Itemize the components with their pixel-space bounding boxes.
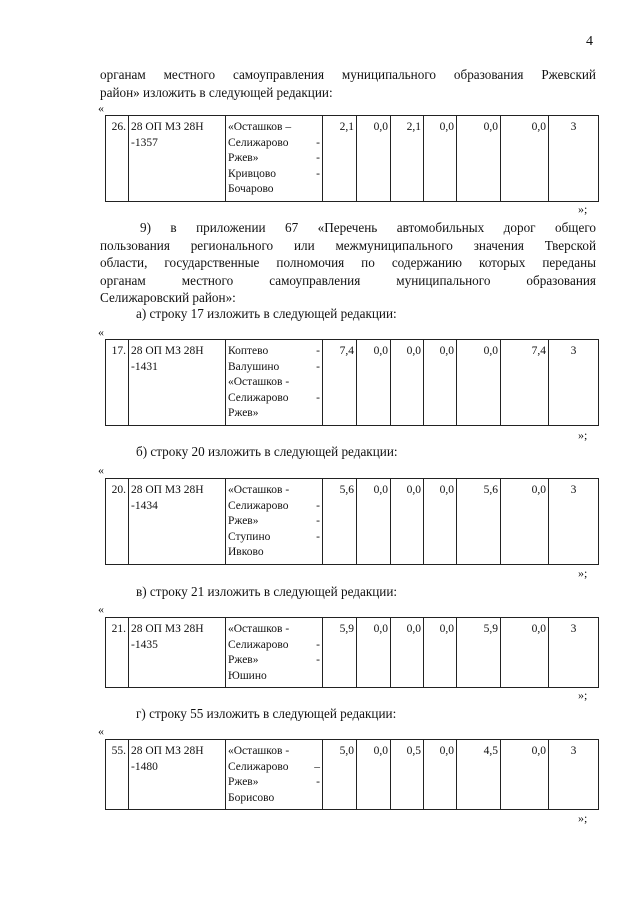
road-name-text: Борисово <box>228 791 275 804</box>
length-value: 0,0 <box>501 740 549 810</box>
road-name <box>226 618 323 688</box>
road-name-text: Ржев» <box>228 515 259 527</box>
length-value: 0,0 <box>457 116 501 202</box>
length-value: 0,0 <box>357 116 391 202</box>
length-value: 5,9 <box>457 618 501 688</box>
road-code <box>129 740 226 810</box>
subitem-a: а) строку 17 изложить в следующей редакции: <box>136 306 397 321</box>
category-value: 3 <box>549 116 599 202</box>
length-value: 0,0 <box>391 618 424 688</box>
road-name-line <box>228 483 320 499</box>
table-row <box>106 618 599 688</box>
quote-open: « <box>98 101 104 115</box>
road-name-dash: - <box>316 391 320 404</box>
road-code <box>129 618 226 688</box>
length-value: 0,0 <box>391 340 424 426</box>
length-value: 0,0 <box>501 618 549 688</box>
road-code-line: -1434 <box>131 499 158 512</box>
length-value: 0,0 <box>424 740 457 810</box>
road-table <box>105 115 599 202</box>
table-row <box>106 740 599 810</box>
road-code-line: -1435 <box>131 638 158 651</box>
table-row <box>106 116 599 202</box>
road-name-text: Ржев» <box>228 152 259 164</box>
quote-close: »; <box>578 566 588 580</box>
road-code-line: -1480 <box>131 760 158 773</box>
road-name-text: «Осташков - <box>228 484 290 496</box>
road-table <box>105 739 599 810</box>
length-value: 0,0 <box>501 116 549 202</box>
road-name-line <box>228 151 320 167</box>
road-name-line <box>228 406 320 422</box>
road-name <box>226 340 323 426</box>
road-name-text: Селижарово <box>228 760 289 773</box>
road-table <box>105 478 599 565</box>
road-name-line <box>228 653 320 669</box>
item-9-line: органам местного самоуправления муниципального образования <box>100 272 596 288</box>
road-code-line: 28 ОП МЗ 28Н <box>131 121 204 133</box>
item-9-line: области, государственные полномочия по содержанию которых переданы <box>100 255 596 270</box>
road-name-text: «Осташков - <box>228 623 290 635</box>
road-table <box>105 617 599 688</box>
length-value: 5,6 <box>457 479 501 565</box>
road-name-dash: - <box>316 654 320 666</box>
intro-paragraph <box>100 66 596 101</box>
road-name-line <box>228 514 320 530</box>
road-name-line <box>228 391 320 407</box>
road-name <box>226 740 323 810</box>
category-value: 3 <box>549 618 599 688</box>
quote-close: »; <box>578 811 588 825</box>
intro-line: органам местного самоуправления муниципального образования Ржевский <box>100 67 596 82</box>
item-9-line: 9) в приложении 67 «Перечень автомобильных дорог общего <box>140 220 596 235</box>
road-name-dash: - <box>316 515 320 527</box>
road-name-text: «Осташков - <box>228 745 290 757</box>
road-name-text: Селижарово <box>228 391 289 404</box>
road-name-text: Ивково <box>228 546 264 558</box>
road-name-dash: - <box>316 345 320 357</box>
length-value: 7,4 <box>501 340 549 426</box>
quote-open: « <box>98 463 104 477</box>
road-name-line <box>228 375 320 391</box>
road-code-line: 28 ОП МЗ 28Н <box>131 484 204 496</box>
road-name <box>226 116 323 202</box>
category-value: 3 <box>549 479 599 565</box>
row-number: 17. <box>106 340 129 426</box>
length-value: 0,0 <box>357 618 391 688</box>
road-name-text: Ржев» <box>228 407 259 419</box>
quote-close: »; <box>578 428 588 442</box>
road-name-line <box>228 120 320 136</box>
length-value: 0,0 <box>424 116 457 202</box>
road-name-text: Кривцово <box>228 167 277 180</box>
road-name-text: «Осташков - <box>228 376 290 388</box>
quote-open: « <box>98 325 104 339</box>
length-value: 0,0 <box>501 479 549 565</box>
length-value: 0,0 <box>357 340 391 426</box>
length-value: 0,0 <box>357 740 391 810</box>
road-name-text: Селижарово <box>228 136 289 149</box>
road-name-line <box>228 791 320 807</box>
length-value: 0,0 <box>424 618 457 688</box>
road-name-line <box>228 638 320 654</box>
road-name-line <box>228 744 320 760</box>
road-name-text: Валушино <box>228 360 280 373</box>
quote-close: »; <box>578 688 588 702</box>
road-name-line <box>228 622 320 638</box>
quote-open: « <box>98 724 104 738</box>
road-name-line <box>228 545 320 561</box>
table-row <box>106 479 599 565</box>
row-number: 55. <box>106 740 129 810</box>
item-9-paragraph <box>100 219 596 307</box>
subitem-v: в) строку 21 изложить в следующей редакции: <box>136 584 398 599</box>
road-name-dash: - <box>316 152 320 164</box>
road-code-line: -1431 <box>131 360 158 373</box>
road-name-dash: - <box>316 136 320 149</box>
category-value: 3 <box>549 740 599 810</box>
road-name-line <box>228 775 320 791</box>
item-9-line: Селижаровский район»: <box>100 290 236 305</box>
subitem-b: б) строку 20 изложить в следующей редакции: <box>136 444 398 459</box>
road-name-text: Ступино <box>228 530 271 543</box>
length-value: 0,0 <box>357 479 391 565</box>
road-name-dash: – <box>314 760 320 773</box>
road-name-line <box>228 182 320 198</box>
road-name-line <box>228 530 320 546</box>
road-name-text: Селижарово <box>228 638 289 651</box>
road-name-line <box>228 499 320 515</box>
road-code <box>129 116 226 202</box>
table-row <box>106 340 599 426</box>
road-name-text: Юшино <box>228 669 267 682</box>
length-value: 5,0 <box>323 740 357 810</box>
road-name-line <box>228 360 320 376</box>
road-name-text: Селижарово <box>228 499 289 512</box>
road-code-line: 28 ОП МЗ 28Н <box>131 345 204 357</box>
length-value: 7,4 <box>323 340 357 426</box>
length-value: 4,5 <box>457 740 501 810</box>
road-code <box>129 340 226 426</box>
road-name-text: Бочарово <box>228 183 274 195</box>
road-name-dash: - <box>316 167 320 180</box>
road-name-text: Ржев» <box>228 776 259 788</box>
road-code-line: -1357 <box>131 136 158 149</box>
length-value: 0,0 <box>424 340 457 426</box>
road-name-line <box>228 760 320 776</box>
length-value: 0,0 <box>424 479 457 565</box>
row-number: 20. <box>106 479 129 565</box>
road-name-line <box>228 136 320 152</box>
road-name-dash: - <box>316 499 320 512</box>
item-9-line: пользования регионального или межмуниципального значения Тверской <box>100 237 596 253</box>
length-value: 5,6 <box>323 479 357 565</box>
length-value: 0,0 <box>457 340 501 426</box>
road-code <box>129 479 226 565</box>
subitem-g: г) строку 55 изложить в следующей редакции: <box>136 706 397 721</box>
road-table <box>105 339 599 426</box>
road-name-dash: - <box>316 776 320 788</box>
intro-line: район» изложить в следующей редакции: <box>100 84 333 100</box>
length-value: 5,9 <box>323 618 357 688</box>
road-name-text: «Осташков – <box>228 121 292 133</box>
row-number: 21. <box>106 618 129 688</box>
length-value: 0,5 <box>391 740 424 810</box>
road-code-line: 28 ОП МЗ 28Н <box>131 745 204 757</box>
road-code-line: 28 ОП МЗ 28Н <box>131 623 204 635</box>
road-name-line <box>228 344 320 360</box>
road-name-dash: - <box>316 360 320 373</box>
quote-close: »; <box>578 202 588 216</box>
length-value: 2,1 <box>323 116 357 202</box>
road-name <box>226 479 323 565</box>
road-name-dash: - <box>316 638 320 651</box>
quote-open: « <box>98 602 104 616</box>
category-value: 3 <box>549 340 599 426</box>
road-name-line <box>228 669 320 685</box>
row-number: 26. <box>106 116 129 202</box>
road-name-dash: - <box>316 530 320 543</box>
length-value: 2,1 <box>391 116 424 202</box>
road-name-text: Коптево <box>228 345 269 357</box>
road-name-text: Ржев» <box>228 654 259 666</box>
length-value: 0,0 <box>391 479 424 565</box>
page-number: 4 <box>586 34 593 49</box>
road-name-line <box>228 167 320 183</box>
